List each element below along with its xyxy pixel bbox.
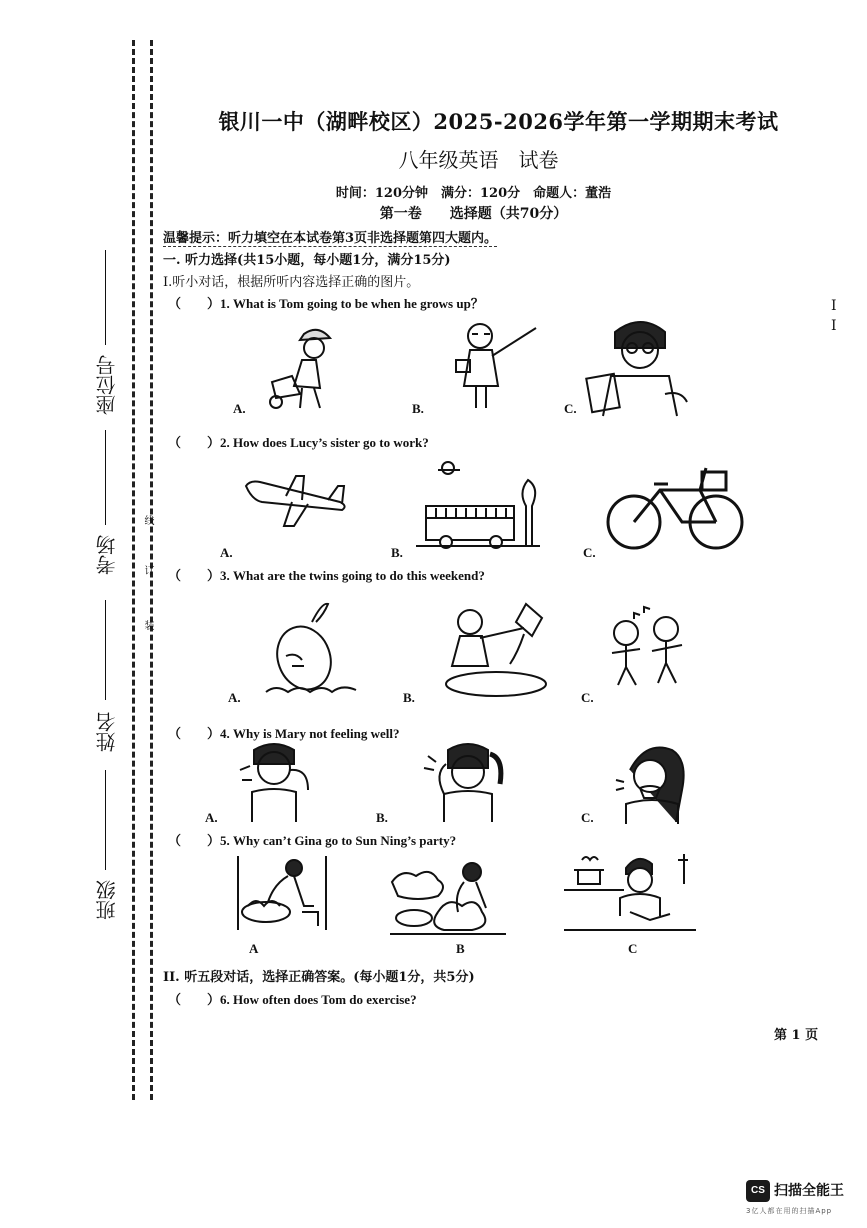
seat-field[interactable] xyxy=(105,250,106,345)
worker-icon xyxy=(262,320,342,412)
page-number: 第 1 页 xyxy=(774,1028,819,1043)
doctor-icon xyxy=(585,316,695,420)
exam-info: 时间：120分钟 满分：120分 命题人：董浩 xyxy=(335,186,612,201)
exam-title: 银川一中（湖畔校区）2025-2026学年第一学期期末考试 xyxy=(218,109,779,134)
q2-option-a[interactable]: A. xyxy=(220,545,233,560)
swim-icon xyxy=(262,600,362,700)
edge-mark: I xyxy=(831,318,837,334)
q1-option-c[interactable]: C. xyxy=(564,401,577,416)
q3-option-b[interactable]: B. xyxy=(403,690,415,705)
question-5: （ ）5. Why can’t Gina go to Sun Ning’s party? xyxy=(168,833,457,848)
q2-option-c[interactable]: C. xyxy=(583,545,596,560)
name-label: 姓名 xyxy=(95,712,119,752)
answer-paren[interactable]: （ ） xyxy=(168,435,221,450)
q4-option-b[interactable]: B. xyxy=(376,810,388,825)
bind-char-ding: 订 xyxy=(142,565,153,575)
q4-option-a[interactable]: A. xyxy=(205,810,218,825)
cs-logo-icon: CS xyxy=(746,1180,770,1202)
answer-paren[interactable]: （ ） xyxy=(168,726,221,741)
cook-icon xyxy=(560,850,700,936)
scanner-watermark xyxy=(746,1178,856,1222)
exam-subtitle: 八年级英语 试卷 xyxy=(398,148,559,172)
question-4: （ ）4. Why is Mary not feeling well? xyxy=(168,726,400,741)
question-1: （ ）1. What is Tom going to be when he grows up？ xyxy=(168,296,484,311)
kite-icon xyxy=(440,600,550,698)
plane-icon xyxy=(242,470,352,530)
q3-option-a[interactable]: A. xyxy=(228,690,241,705)
dance-icon xyxy=(604,605,696,689)
q5-option-b[interactable]: B xyxy=(456,941,465,956)
question-3: （ ）3. What are the twins going to do this weekend? xyxy=(168,568,485,583)
question-6: （ ）6. How often does Tom do exercise? xyxy=(168,992,417,1007)
teacher-icon xyxy=(450,316,540,412)
answer-paren[interactable]: （ ） xyxy=(168,992,221,1007)
name-field[interactable] xyxy=(105,600,106,700)
ache-icon xyxy=(418,740,510,824)
edge-mark: I xyxy=(831,298,837,314)
tip-text: 温馨提示：听力填空在本试卷第3页非选择题第四大题内。 xyxy=(163,227,497,247)
section1-part1: I.听小对话，根据所听内容选择正确的图片。 xyxy=(163,275,420,290)
class-label: 班级 xyxy=(95,880,119,920)
q2-option-b[interactable]: B. xyxy=(391,545,403,560)
headache-icon xyxy=(232,740,318,824)
app-name: 扫描全能王 xyxy=(774,1183,844,1199)
wash-icon xyxy=(232,854,332,932)
q5-option-a[interactable]: A xyxy=(249,941,259,956)
section1-heading: 一. 听力选择(共15小题，每小题1分，满分15分) xyxy=(163,253,451,268)
room-label: 考场 xyxy=(95,535,119,575)
q3-option-c[interactable]: C. xyxy=(581,690,594,705)
q1-option-a[interactable]: A. xyxy=(233,401,246,416)
room-field[interactable] xyxy=(105,430,106,525)
sneeze-icon xyxy=(610,740,696,826)
class-field[interactable] xyxy=(105,770,106,870)
bind-char-zhuang: 装 xyxy=(142,620,153,630)
seat-label: 座位号 xyxy=(95,355,119,415)
section2-heading: II. 听五段对话，选择正确答案。(每小题1分，共5分) xyxy=(163,970,475,985)
q4-option-c[interactable]: C. xyxy=(581,810,594,825)
bus-icon xyxy=(412,456,544,550)
bike-icon xyxy=(606,462,746,552)
part-heading: 第一卷 选择题（共70分） xyxy=(379,206,568,222)
garden-icon xyxy=(388,852,508,938)
app-slogan: 3亿人都在用的扫描App xyxy=(746,1207,833,1215)
bind-char-line: 线 xyxy=(142,515,153,525)
answer-paren[interactable]: （ ） xyxy=(168,568,221,583)
answer-paren[interactable]: （ ） xyxy=(168,296,221,311)
answer-paren[interactable]: （ ） xyxy=(168,833,221,848)
q1-option-b[interactable]: B. xyxy=(412,401,424,416)
question-2: （ ）2. How does Lucy’s sister go to work? xyxy=(168,435,429,450)
q5-option-c[interactable]: C xyxy=(628,941,638,956)
